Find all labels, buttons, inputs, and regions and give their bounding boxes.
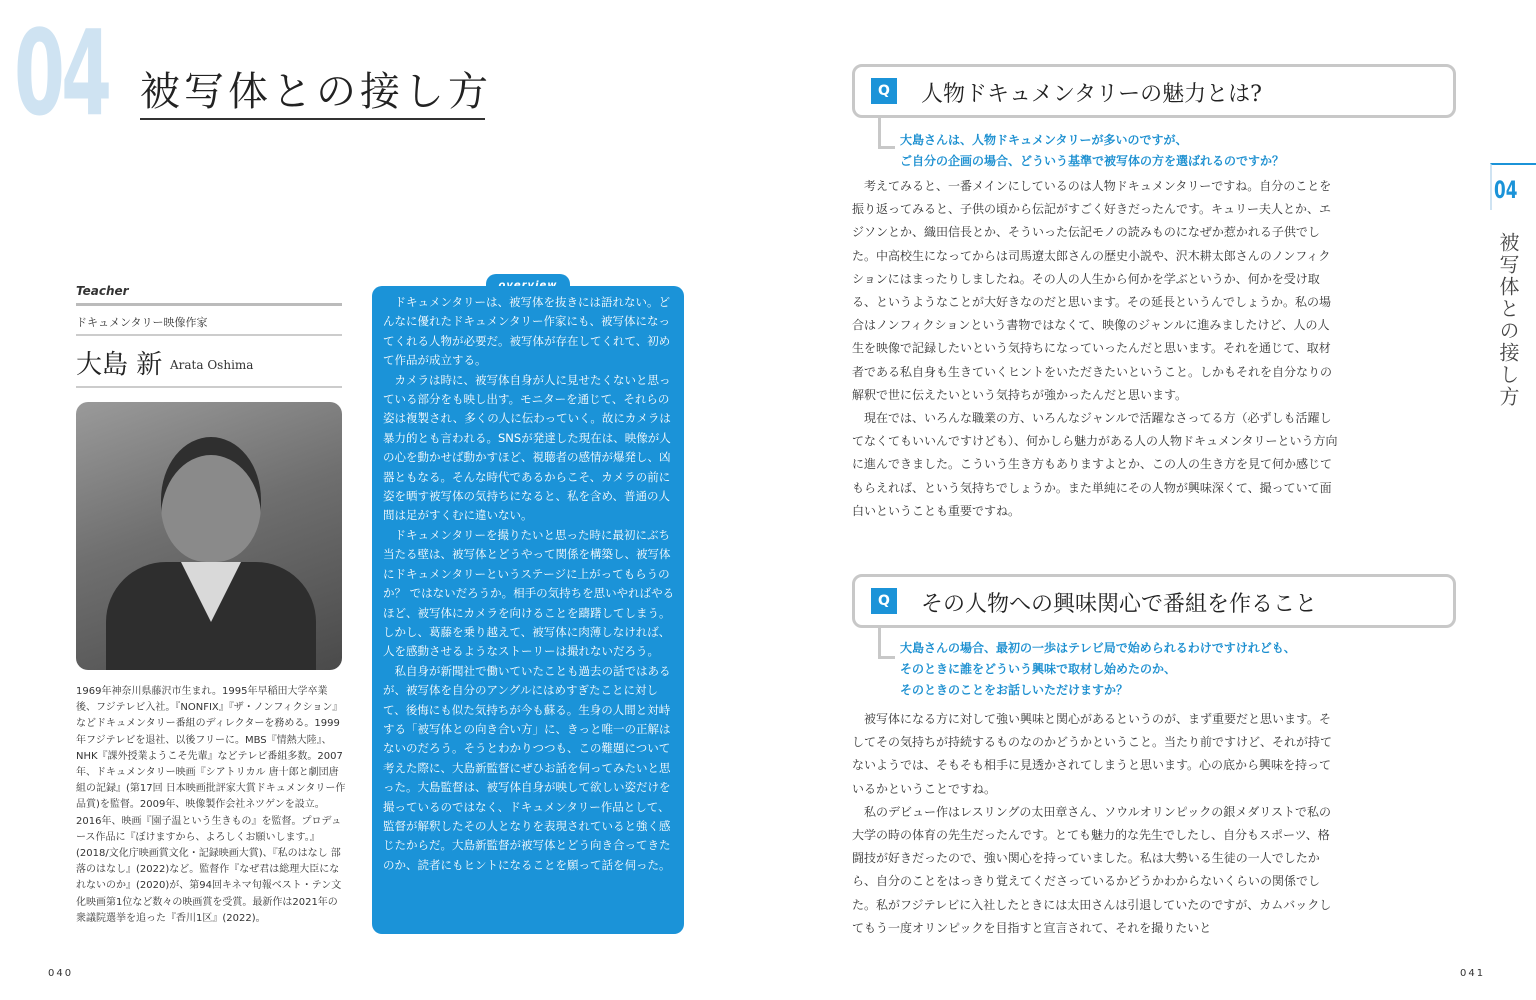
overview-paragraph: ドキュメンタリーを撮りたいと思った時に最初にぶち当たる壁は、被写体とどうやって関係を構築し、被写体にドキュメンタリーというステージに上がってもらうのか？ ではないだろうか。相手の気持ちを思いやればやるほど、被写体にカメラを向けることを躊躇してしまう。しかし、葛藤を乗り越えて、被写体に肉薄しなければ、人を感動させるようなストーリーは撮れないだろう。 (383, 527, 675, 659)
divider (76, 386, 342, 388)
teacher-role: ドキュメンタリー映像作家 (76, 316, 208, 329)
teacher-bio: 1969年神奈川県藤沢市生まれ。1995年早稲田大学卒業後、フジテレビ入社。『NONFIX』『ザ・ノンフィクション』などドキュメンタリー番組のディレクターを務める。1999年フジテレビを退社、以後フリーに。MBS『情熱大陸』、NHK『課外授業ようこそ先輩』などテレビ番組多数。2007年、ドキュメンタリー映画『シアトリカル 唐十郎と劇団唐組の記録』(第17回 日本映画批評家大賞ドキュメンタリー作品賞)を監督。2009年、映像製作会社ネツゲンを設立。2016年、映画『園子温という生きもの』を監督。プロデュース作品に『ぼけますから、よろしくお願いします。』(2018/文化庁映画賞文化・記録映画大賞)、『私のはなし 部落のはなし』(2022)など。監督作『なぜ君は総理大臣になれないのか』(2020)が、第94回キネマ旬報ベスト・テン文化映画第1位など数々の映画賞を受賞。最新作は2021年の衆議院選挙を追った『香川1区』(2022)。 (76, 686, 346, 924)
page-number-left: 040 (48, 968, 74, 979)
question-1-sub (900, 130, 1284, 172)
answer-paragraph: 考えてみると、一番メインにしているのは人物ドキュメンタリーですね。自分のことを振り返ってみると、子供の頃から伝記がすごく好きだったんです。キュリー夫人とか、エジソンとか、織田信長とか、そういった伝記モノの読みものになぜか惹かれる子供でした。中高校生になってからは司馬遼太郎さんの歴史小説や、沢木耕太郎さんのノンフィクションにはまったりしましたね。その人の人生から何かを学ぶというか、何かを受け取る、というようなことが大好きなのだと思います。その延長というんでしょうか。私の場合はノンフィクションという書物ではなくて、映像のジャンルに進みましたけど、人の人生を映像で記録したいという気持ちになっていったんだと思います。それを通じて、取材者である私自身も生きていくヒントをいただきたいということ。しかもそれを自分なりの解釈で世に伝えたいという気持ちが強かったんだと思います。 (852, 179, 1333, 402)
side-chapter-title: 被写体との接し方 (1496, 232, 1520, 408)
sub-line: 大島さんの場合、最初の一歩はテレビ局で始められるわけですけれども、 (900, 641, 1296, 655)
q-icon: Q (871, 588, 897, 614)
bracket-line (878, 118, 895, 149)
teacher-portrait-photo (76, 402, 342, 670)
title-underline (140, 118, 485, 120)
sub-line: そのときに誰をどういう興味で取材し始めたのか、 (900, 662, 1177, 676)
overview-text (383, 293, 675, 875)
bracket-line (878, 628, 895, 659)
question-2-title: その人物への興味関心で番組を作ること (921, 592, 1318, 617)
question-1-title: 人物ドキュメンタリーの魅力とは? (921, 82, 1262, 107)
divider (76, 303, 342, 306)
chapter-number: 04 (14, 4, 109, 142)
q-icon: Q (871, 78, 897, 104)
overview-paragraph: 私自身が新聞社で働いていたことも過去の話ではあるが、被写体を自分のアングルにはめすぎたことに対して、後悔にも似た気持ちが今も蘇る。生身の人間と対峙する「被写体との向き合い方」に、きっと唯一の正解はないのだろう。そうとわかりつつも、この難題について考えた際に、大島新監督にぜひお話を伺ってみたいと思った。大島監督は、被写体自身が映して欲しい姿だけを撮っているのではなく、ドキュメンタリー作品として、監督が解釈したその人となりを表現されていると強く感じたからだ。大島新監督が被写体とどう向き合ってきたのか、読者にもヒントになることを願って話を伺った。 (383, 663, 671, 872)
divider (76, 334, 342, 336)
sub-line: 大島さんは、人物ドキュメンタリーが多いのですが、 (900, 133, 1188, 147)
sub-line: ご自分の企画の場合、どういう基準で被写体の方を選ばれるのですか？ (900, 154, 1285, 168)
overview-paragraph: カメラは時に、被写体自身が人に見せたくないと思っている部分をも映し出す。モニターを通じて、それらの姿は複製され、多くの人に伝わっていく。故にカメラは暴力的とも言われる。SNSが発達した現在は、映像が人の心を動かせば動かすほど、視聴者の感情が爆発し、凶器ともなる。そんな時代であるからこそ、カメラの前に姿を晒す被写体の気持ちになると、私を含め、普通の人間は足がすくむに違いない。 (383, 372, 671, 523)
overview-paragraph: ドキュメンタリーは、被写体を抜きには語れない。どんなに優れたドキュメンタリー作家にも、被写体になってくれる人物が必要だ。被写体が存在してくれて、初めて作品が成立する。 (383, 295, 671, 368)
teacher-label: Teacher (76, 284, 129, 298)
answer-paragraph: 私のデビュー作はレスリングの太田章さん、ソウルオリンピックの銀メダリストで私の大学の時の体育の先生だったんです。とても魅力的な先生でしたし、自分もスポーツ、格闘技が好きだったので、強い関心を持っていました。私は大勢いる生徒の一人でしたから、自分のことをはっきり覚えてくださっているかどうかわからないくらいの関係でした。私がフジテレビに入社したときには太田さんは引退していたのですが、カムバックしてもう一度オリンピックを目指すと宣言されて、それを撮りたいと (852, 804, 1332, 935)
answer-paragraph: 被写体になる方に対して強い興味と関心があるというのが、まず重要だと思います。そしてその気持ちが持続するものなのかどうかということ。当たり前ですけど、それが持てないようでは、そもそも相手に見透かされてしまうと思います。心の底から興味を持っているかということですね。 (852, 712, 1333, 796)
answer-2-text (852, 708, 1340, 940)
side-chapter-number: 04 (1494, 176, 1518, 204)
sub-line: そのときのことをお話しいただけますか？ (900, 683, 1129, 697)
chapter-title: 被写体との接し方 (140, 69, 492, 115)
teacher-name-jp: 大島 新 (76, 350, 163, 380)
question-2-box (852, 574, 1456, 628)
answer-1-text (852, 175, 1340, 523)
answer-paragraph: 現在では、いろんな職業の方、いろんなジャンルで活躍なさってる方（必ずしも活躍してなくてもいいんですけども）、何かしら魅力がある人の人物ドキュメンタリーという方向に進んできました。こういう生き方もありますよとか、この人の生き方を見て何か感じてもらえれば、という気持ちでしょうか。また単純にその人物が興味深くて、撮っていて面白いということも重要ですね。 (852, 411, 1338, 518)
question-1-box (852, 64, 1456, 118)
page-number-right: 041 (1460, 968, 1486, 979)
question-2-sub (900, 638, 1296, 701)
teacher-name-en: Arata Oshima (170, 358, 254, 372)
